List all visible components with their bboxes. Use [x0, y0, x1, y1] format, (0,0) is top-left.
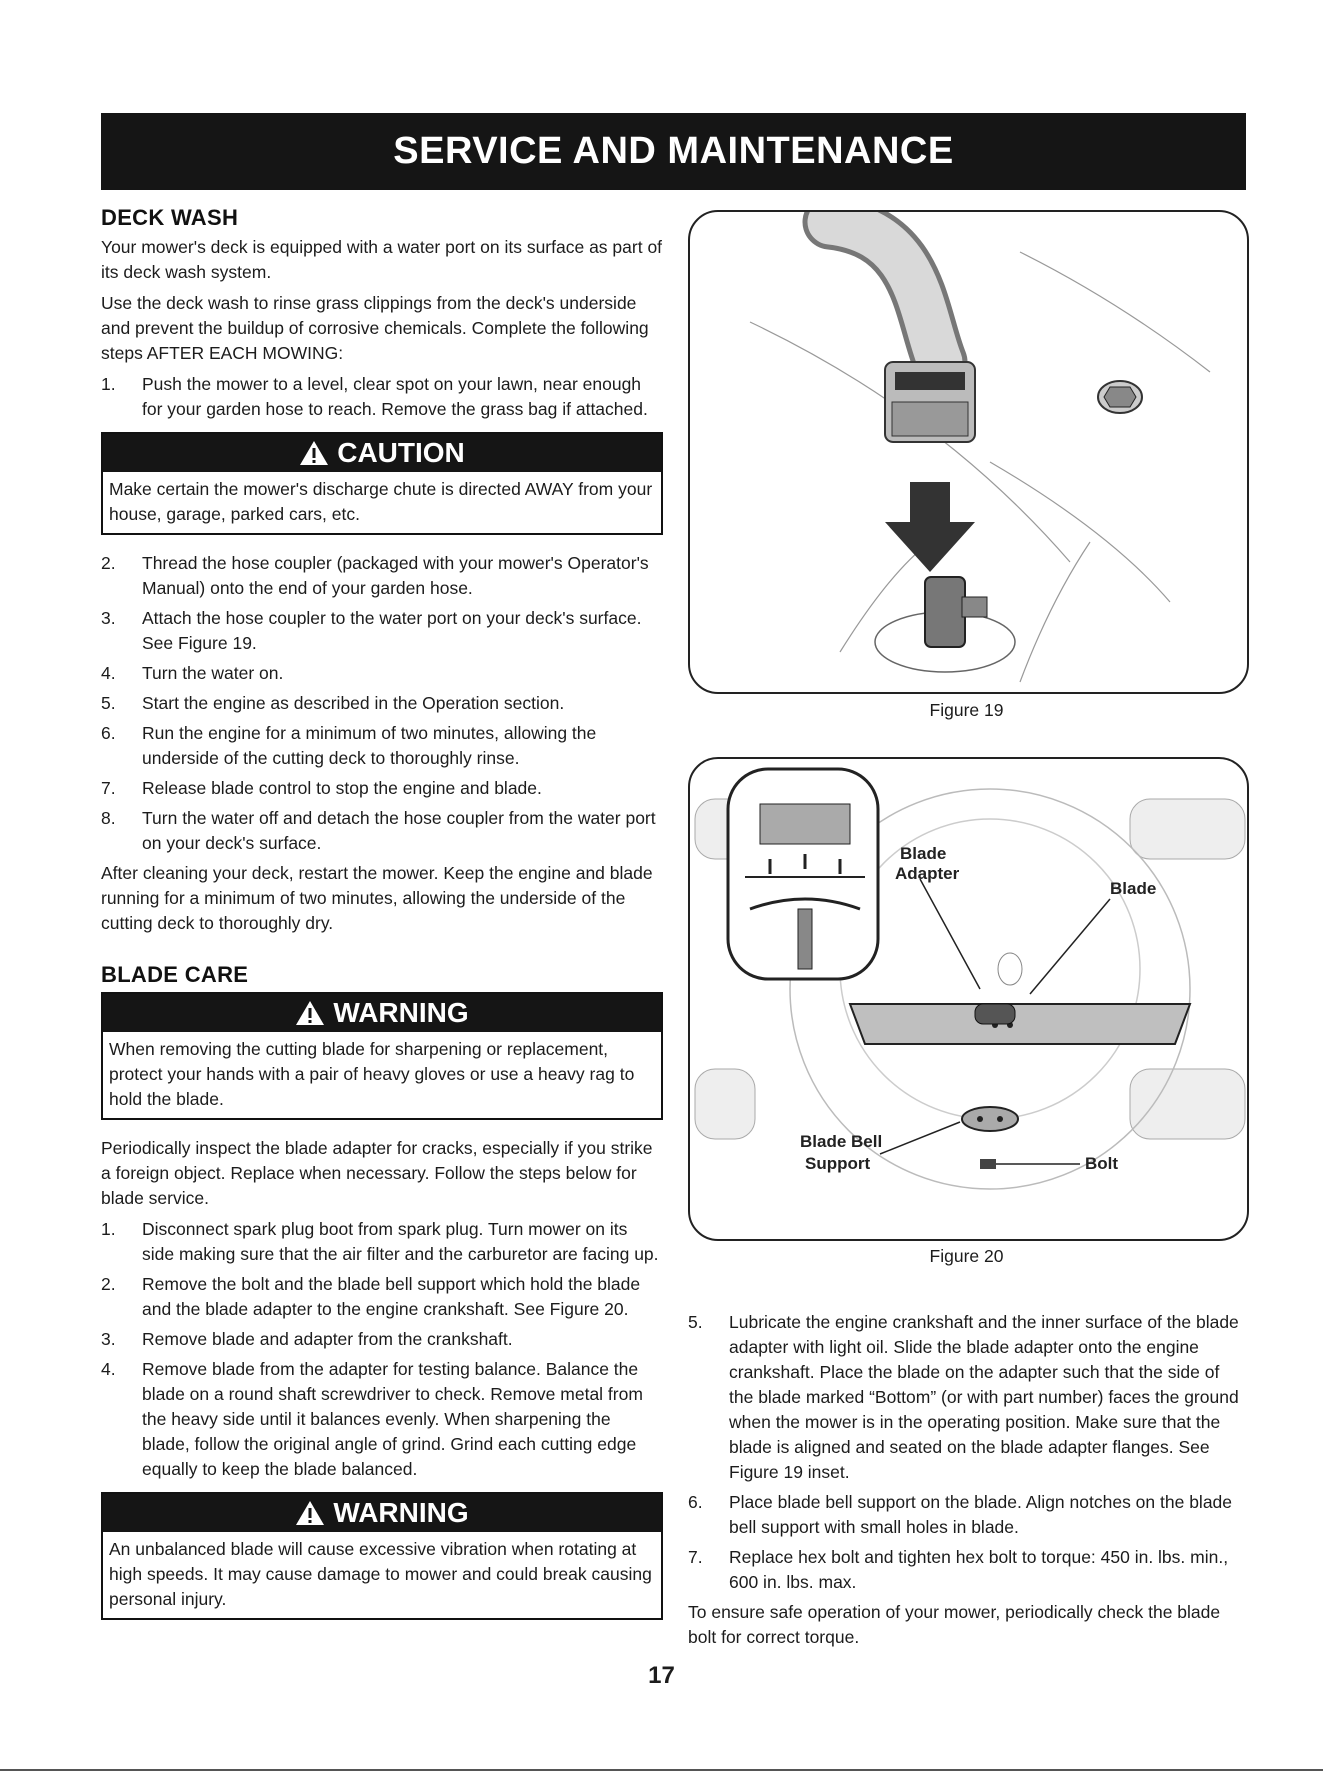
caution-box — [101, 432, 663, 535]
warning-triangle-icon — [295, 1000, 325, 1026]
step-number: 5. — [688, 1312, 703, 1332]
step-number: 8. — [101, 808, 116, 828]
warning-box-2 — [101, 1492, 663, 1620]
page-title: SERVICE AND MAINTENANCE — [393, 130, 954, 172]
label-blade: Blade — [1110, 879, 1157, 898]
step-text: Turn the water on. — [142, 663, 284, 683]
step-text: Replace hex bolt and tighten hex bolt to torque: 450 in. lbs. min., 600 in. lbs. max. — [729, 1547, 1229, 1592]
figure-19 — [688, 210, 1249, 694]
step-number: 7. — [101, 778, 116, 798]
deck-wash-intro-2: Use the deck wash to rinse grass clippings from the deck's underside and prevent the buildup of corrosive chemicals. Complete the following steps AFTER EACH MOWING: — [101, 293, 649, 363]
step-text: Start the engine as described in the Operation section. — [142, 693, 565, 713]
step-text: Disconnect spark plug boot from spark plug. Turn mower on its side making sure that the air filter and the carburetor are facing up. — [142, 1219, 659, 1264]
step-number: 2. — [101, 553, 116, 573]
label-blade-adapter-1: Blade — [900, 844, 947, 863]
step-text: Place blade bell support on the blade. Align notches on the blade bell support with small holes in blade. — [729, 1492, 1233, 1537]
step-text: Remove blade from the adapter for testing balance. Balance the blade on a round shaft screwdriver to check. Remove metal from the heavy side until it balances evenly. When sharpening the blade, follow the original angle of grind. Grind each cutting edge equally to keep the blade balanced. — [142, 1359, 643, 1479]
warning-title: WARNING — [333, 1497, 469, 1528]
warning-title: WARNING — [333, 997, 469, 1028]
blade-care-heading: BLADE CARE — [101, 962, 249, 987]
caution-header — [103, 434, 661, 472]
caution-text: Make certain the mower's discharge chute is directed AWAY from your house, garage, parked cars, etc. — [109, 479, 653, 524]
step-text: Release blade control to stop the engine and blade. — [142, 778, 542, 798]
step-number: 1. — [101, 1219, 116, 1239]
blade-care-step — [101, 1272, 663, 1322]
deck-wash-step — [101, 606, 663, 656]
deck-wash-step — [101, 721, 663, 771]
warning-triangle-icon — [299, 440, 329, 466]
deck-wash-after: After cleaning your deck, restart the mower. Keep the engine and blade running for a minimum of two minutes, allowing the underside of the cutting deck to thoroughly dry. — [101, 863, 653, 933]
deck-wash-step — [101, 691, 663, 716]
label-blade-adapter-2: Adapter — [895, 864, 960, 883]
page-number: 17 — [648, 1662, 675, 1689]
caution-title: CAUTION — [337, 437, 465, 468]
step-number: 3. — [101, 1329, 116, 1349]
label-bolt: Bolt — [1085, 1154, 1119, 1173]
step-number: 2. — [101, 1274, 116, 1294]
label-blade-bell-1: Blade Bell — [800, 1132, 883, 1151]
deck-wash-heading: DECK WASH — [101, 205, 239, 230]
warning-header-1 — [103, 994, 661, 1032]
blade-care-steps — [101, 1217, 663, 1482]
figure-19-caption: Figure 19 — [929, 700, 1004, 720]
step-text: Run the engine for a minimum of two minutes, allowing the underside of the cutting deck to thoroughly rinse. — [142, 723, 597, 768]
step-number: 4. — [101, 1359, 116, 1379]
blade-care-step — [688, 1545, 1248, 1595]
warning-triangle-icon — [295, 1500, 325, 1526]
deck-wash-steps — [101, 551, 663, 856]
step-text: Turn the water off and detach the hose coupler from the water port on your deck's surface. — [142, 808, 656, 853]
step-text: Thread the hose coupler (packaged with your mower's Operator's Manual) onto the end of your garden hose. — [142, 553, 649, 598]
bottom-rule — [0, 1769, 1323, 1771]
blade-care-step — [688, 1490, 1248, 1540]
step-text: Remove the bolt and the blade bell support which hold the blade and the blade adapter to the engine crankshaft. See Figure 20. — [142, 1274, 641, 1319]
blade-care-closing: To ensure safe operation of your mower, periodically check the blade bolt for correct torque. — [688, 1602, 1221, 1647]
blade-care-step — [101, 1357, 663, 1482]
warning-box-1 — [101, 992, 663, 1120]
left-column — [101, 205, 663, 1636]
right-column — [688, 1310, 1248, 1656]
warning-header-2 — [103, 1494, 661, 1532]
blade-assembly-illustration — [690, 759, 1247, 1239]
step-number: 6. — [688, 1492, 703, 1512]
step-text: Attach the hose coupler to the water port on your deck's surface. See Figure 19. — [142, 608, 642, 653]
deck-wash-step — [101, 776, 663, 801]
blade-care-step — [688, 1310, 1248, 1485]
step-number: 1. — [101, 374, 116, 394]
warning-text: An unbalanced blade will cause excessive vibration when rotating at high speeds. It may cause damage to mower and could break causing personal injury. — [109, 1539, 652, 1609]
deck-wash-hose-illustration — [690, 212, 1247, 692]
step-number: 4. — [101, 663, 116, 683]
step-number: 6. — [101, 723, 116, 743]
deck-wash-step — [101, 661, 663, 686]
blade-care-step — [101, 1217, 663, 1267]
figure-20-caption: Figure 20 — [929, 1246, 1004, 1266]
warning-text: When removing the cutting blade for sharpening or replacement, protect your hands with a pair of heavy gloves or use a heavy rag to hold the blade. — [109, 1039, 635, 1109]
blade-care-step — [101, 1327, 663, 1352]
deck-wash-step — [101, 372, 663, 422]
step-number: 3. — [101, 608, 116, 628]
step-text: Push the mower to a level, clear spot on your lawn, near enough for your garden hose to reach. Remove the grass bag if attached. — [142, 374, 648, 419]
deck-wash-step — [101, 806, 663, 856]
page-title-banner — [101, 113, 1246, 190]
step-number: 5. — [101, 693, 116, 713]
step-number: 7. — [688, 1547, 703, 1567]
deck-wash-intro-1: Your mower's deck is equipped with a water port on its surface as part of its deck wash system. — [101, 237, 663, 282]
step-text: Remove blade and adapter from the crankshaft. — [142, 1329, 513, 1349]
step-text: Lubricate the engine crankshaft and the inner surface of the blade adapter with light oil. Slide the blade adapter onto the engine crankshaft. Place the blade on the adapter such that the side of the blade marked “Bottom” (or with part number) faces the ground when the mower is in the operating position. Make sure that the blade is aligned and seated on the blade adapter flanges. See Figure 19 inset. — [729, 1312, 1239, 1482]
figure-20 — [688, 757, 1249, 1241]
deck-wash-step — [101, 551, 663, 601]
label-blade-bell-2: Support — [805, 1154, 871, 1173]
blade-inspect-text: Periodically inspect the blade adapter for cracks, especially if you strike a foreign object. Replace when necessary. Follow the steps below for blade service. — [101, 1138, 653, 1208]
